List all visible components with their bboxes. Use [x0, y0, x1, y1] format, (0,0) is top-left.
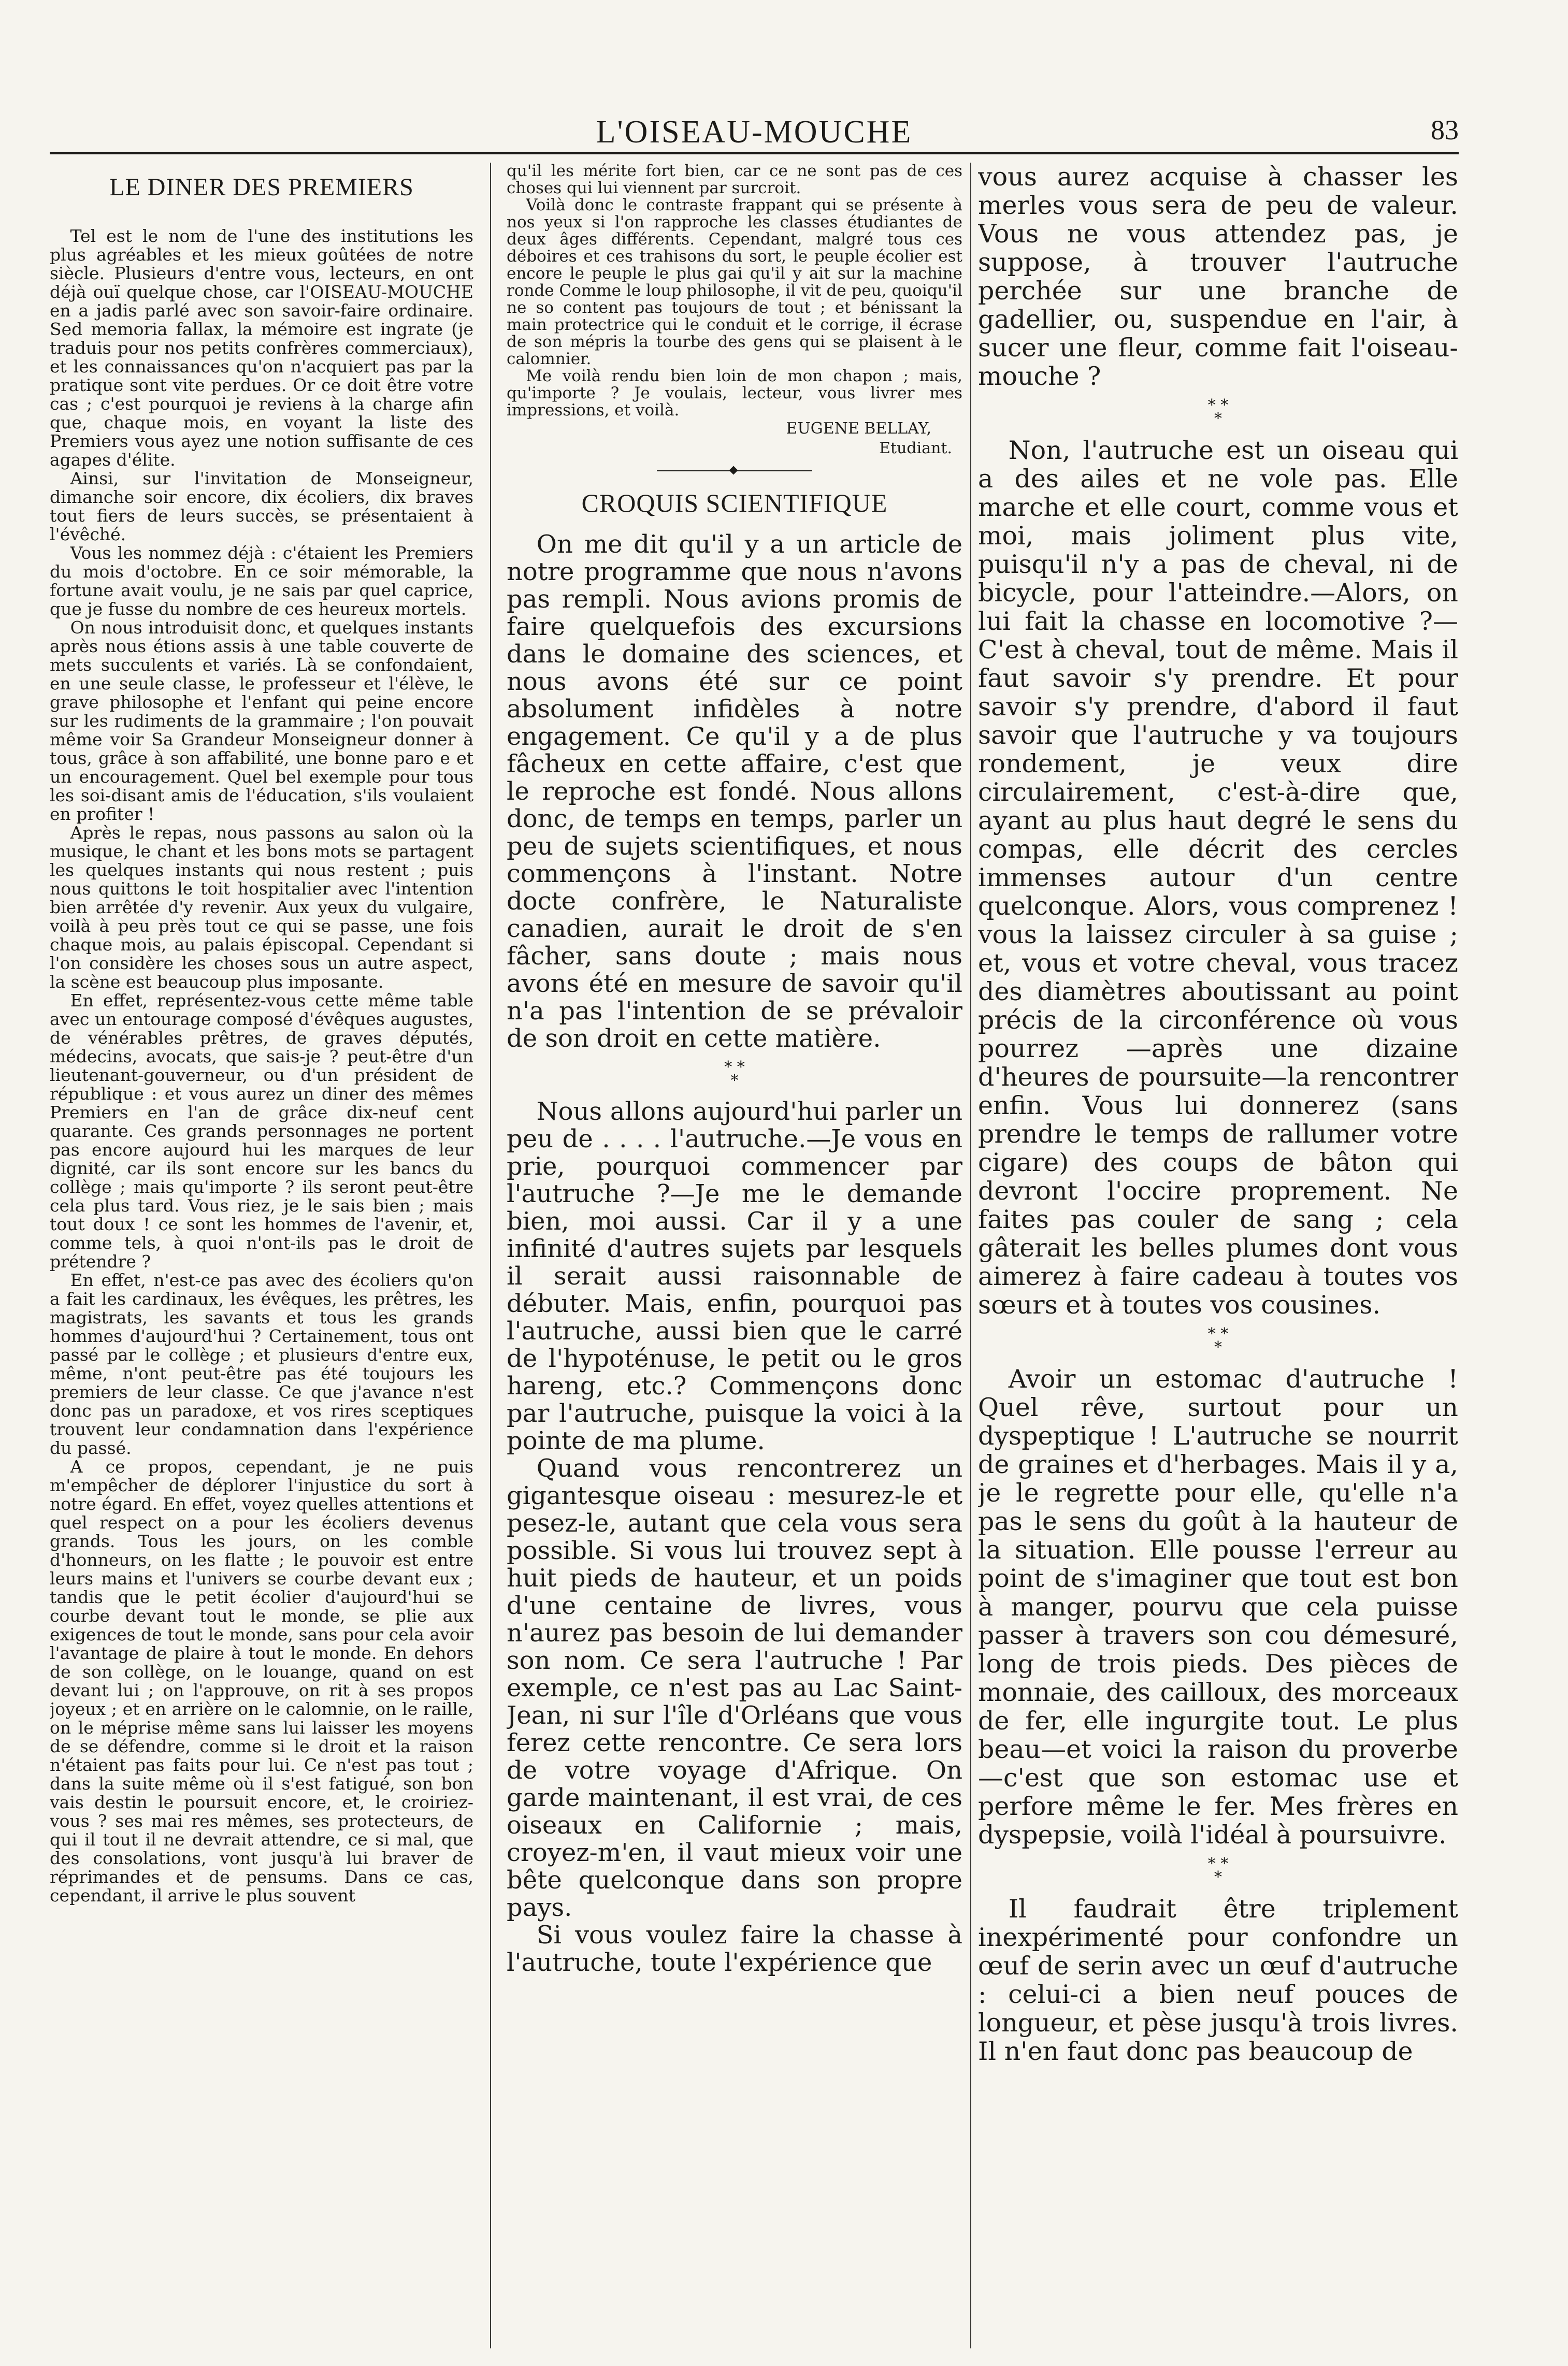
asterism-bottom: * [1214, 1868, 1222, 1886]
asterism [978, 1325, 1458, 1357]
paragraph: Ainsi, sur l'invitation de Monseigneur, dimanche soir encore, dix écoliers, dix braves tout fiers de leurs succès, se présentaient à l'évêché. [50, 468, 473, 544]
column-1 [50, 163, 473, 2364]
asterism [507, 1058, 962, 1090]
paragraph: En effet, n'est-ce pas avec des écoliers qu'on a fait les cardinaux, les évêques, les prêtres, les magistrats, les savants et tous les grands hommes d'aujourd'hui ? Certainement, tous ont passé par le collège ; et plusieurs d'entre eux, même, n'ont peut-être pas été toujours les premiers de leur classe. Ce que j'avance n'est donc pas un paradoxe, et vos rires sceptiques trouvent leur condamnation dans l'expérience du passé. [50, 1270, 473, 1458]
paragraph: Non, l'autruche est un oiseau qui a des ailes et ne vole pas. Elle marche et elle court, comme vous et moi, mais joliment plus vite, puisqu'il n'y a pas de cheval, ni de bicycle, pour l'atteindre.—Alors, on lui fait la chasse en locomotive ?—C'est à cheval, tout de même. Mais il faut savoir s'y prendre. Et pour savoir s'y prendre, d'abord il faut savoir que l'autruche y va toujours rondement, je veux dire circulairement, c'est-à-dire que, ayant au plus haut degré le sens du compas, elle décrit des cercles immenses autour d'un centre quelconque. Alors, vous comprenez ! vous la laissez circuler à sa guise ; et, vous et votre cheval, vous tracez des diamètres aboutissant au point précis de la circonférence où vous pourrez —après une dizaine d'heures de poursuite—la rencontrer enfin. Vous lui donnerez (sans prendre le temps de rallumer votre cigare) des coups de bâton qui devront l'occire proprement. Ne faites pas couler de sang ; cela gâterait les belles plumes dont vous aimerez à faire cadeau à toutes vos sœurs et à toutes vos cousines. [978, 436, 1458, 1320]
author-signature [507, 419, 962, 439]
paragraph: On nous introduisit donc, et quelques instants après nous étions assis à une table couverte de mets succulents et variés. Là se confondaient, en une seule classe, le professeur et l'élève, le grave philosophe et l'enfant qui peine encore sur les rudiments de la grammaire ; l'on pouvait même voir Sa Grandeur Monseigneur donner à tous, grâce à son affabilité, une bonne paro e et un encouragement. Quel bel exemple pour tous les soi-disant amis de l'éducation, s'ils voulaient en profiter ! [50, 617, 473, 824]
asterism-bottom: * [1214, 410, 1222, 428]
asterism-top: * * [724, 1058, 745, 1076]
author-role: Etudiant. [879, 439, 952, 457]
paragraph: Voilà donc le contraste frappant qui se présente à nos yeux si l'on rapproche les classes étudiantes de deux âges différents. Cependant, malgré tous ces déboires et ces trahisons du sort, le peuple écolier est encore le peuple le plus gai qu'il y ait sur la machine ronde Comme le loup philosophe, il vit de peu, quoiqu'il ne so content pas toujours de tout ; et bénissant la main protectrice qui le conduit et le corrige, il écrase de son mépris la tourbe des gens qui se plaisent à le calomnier. [507, 196, 962, 368]
paragraph: A ce propos, cependant, je ne puis m'empêcher de déplorer l'injustice du sort à notre égard. En effet, voyez quelles attentions et quel respect on a pour les écoliers devenus grands. Tous les jours, on les comble d'honneurs, on les flatte ; le pouvoir est entre leurs mains et l'univers se courbe devant eux ; tandis que le petit écolier d'aujourd'hui se courbe devant tout le monde, se plie aux exigences de tout le monde, sans pour cela avoir l'avantage de plaire à tout le monde. En dehors de son collège, on le louange, quand on est devant lui ; on l'approuve, on rit à ses propos joyeux ; et en arrière on le calomnie, on le raille, on le méprise même sans lui laisser les moyens de se défendre, comme si le droit et la raison n'étaient pas faits pour lui. Ce n'est pas tout ; dans la suite même où il s'est fatigué, son bon vais destin le poursuit encore, et, le croiriez-vous ? ses mai res mêmes, ses protecteurs, de qui il tout il ne devrait attendre, ce si mal, que des consolations, vont jusqu'à lui braver de réprimandes et de pensums. Dans ce cas, cependant, il arrive le plus souvent [50, 1456, 473, 1906]
asterism-bottom: * [730, 1072, 739, 1090]
asterism-top: * * [1207, 1325, 1229, 1343]
paragraph: Vous les nommez déjà : c'étaient les Premiers du mois d'octobre. En ce soir mémorable, la fortune avait voulu, je ne sais par quel caprice, que je fusse du nombre de ces heureux mortels. [50, 543, 473, 619]
column-2 [507, 163, 962, 2364]
paragraph: Me voilà rendu bien loin de mon chapon ; mais, qu'importe ? Je voulais, lecteur, vous livrer mes impressions, et voilà. [507, 367, 962, 420]
asterism [978, 1857, 1458, 1884]
article-title: CROQUIS SCIENTIFIQUE [581, 488, 888, 517]
paragraph: vous aurez acquise à chasser les merles vous sera de peu de valeur. Vous ne vous attendez pas, je suppose, à trouver l'autruche perchée sur une branche de gadellier, ou, suspendue en l'air, à sucer une fleur, comme fait l'oiseau-mouche ? [978, 163, 1458, 391]
column-divider [970, 163, 971, 2348]
publication-title: L'OISEAU-MOUCHE [596, 114, 913, 150]
paragraph: Il faudrait être triplement inexpérimenté pour confondre un œuf de serin avec un œuf d'autruche : celui-ci a bien neuf pouces de longueur, et pèse jusqu'à trois livres. Il n'en faut donc pas beaucoup de [978, 1894, 1458, 2066]
paragraph: En effet, représentez-vous cette même table avec un entourage composé d'évêques augustes, de vénérables prêtres, de graves députés, médecins, avocats, que sais-je ? peut-être d'un lieutenant-gouverneur, ou d'un président de république : et vous aurez un diner des mêmes Premiers en l'an de grâce dix-neuf cent quarante. Ces grands personnages ne portent pas encore aujourd hui les marques de leur dignité, car ils sont encore sur les bancs du collège ; mais qu'importe ? ils seront peut-être cela plus tard. Vous riez, je le sais bien ; mais tout doux ! ce sont les hommes de l'avenir, et, comme tels, à quoi n'ont-ils pas le droit de prétendre ? [50, 990, 473, 1272]
paragraph: Quand vous rencontrerez un gigantesque oiseau : mesurez-le et pesez-le, autant que cela vous sera possible. Si vous lui trouvez sept à huit pieds de hauteur, et un poids d'une centaine de livres, vous n'aurez pas besoin de lui demander son nom. Ce sera l'autruche ! Par exemple, ce n'est pas au Lac Saint-Jean, ni sur l'île d'Orléans que vous ferez cette rencontre. Ce sera lors de votre voyage d'Afrique. On garde maintenant, il est vrai, de ces oiseaux en Californie ; mais, croyez-m'en, il vaut mieux voir une bête quelconque dans son propre pays. [507, 1454, 962, 1922]
paragraph: Après le repas, nous passons au salon où la musique, le chant et les bons mots se partagent les quelques instants qui nous restent ; puis nous quittons le toit hospitalier avec l'intention bien arrêtée d'y revenir. Aux yeux du vulgaire, voilà à peu près tout ce qui se passe, une fois chaque mois, au palais épiscopal. Cependant si l'on considère les choses sous un autre aspect, la scène est beaucoup plus imposante. [50, 823, 473, 992]
article-title: LE DINER DES PREMIERS [109, 174, 414, 201]
page-number: 83 [1431, 114, 1459, 146]
column-3 [978, 163, 1458, 2364]
asterism-bottom: * [1214, 1338, 1222, 1357]
masthead-rule [50, 152, 1459, 154]
asterism-top: * * [1207, 1855, 1229, 1873]
paragraph: Nous allons aujourd'hui parler un peu de . . . . l'autruche.—Je vous en prie, pourquoi commencer par l'autruche ?—Je me le demande bien, moi aussi. Car il y a une infinité d'autres sujets par lesquels il serait aussi raisonnable de débuter. Mais, enfin, pourquoi pas l'autruche, aussi bien que le carré de l'hypoténuse, le petit ou le gros hareng, etc.? Commençons donc par l'autruche, puisque la voici à la pointe de ma plume. [507, 1097, 962, 1455]
article-separator [657, 466, 812, 476]
paragraph: Avoir un estomac d'autruche ! Quel rêve, surtout pour un dyspeptique ! L'autruche se nourrit de graines et d'herbages. Mais il y a, je le regrette pour elle, qu'elle n'a pas le sens du goût à la hauteur de la situation. Elle pousse l'erreur au point de s'imaginer que tout est bon à manger, pourvu que cela puisse passer à travers son cou démesuré, long de trois pieds. Des pièces de monnaie, des cailloux, des morceaux de fer, elle ingurgite tout. Le plus beau—et voici la raison du proverbe—c'est que son estomac use et perfore même le fer. Mes frères en dyspepsie, voilà l'idéal à poursuivre. [978, 1364, 1458, 1850]
asterism-top: * * [1207, 396, 1229, 414]
paragraph: Si vous voulez faire la chasse à l'autruche, toute l'expérience que [507, 1921, 962, 1977]
author-name: EUGENE BELLAY, [786, 420, 931, 438]
paragraph: qu'il les mérite fort bien, car ce ne sont pas de ces choses qui lui viennent par surcroit. [507, 163, 962, 197]
asterism [978, 396, 1458, 428]
masthead [50, 109, 1459, 150]
paragraph: On me dit qu'il y a un article de notre programme que nous n'avons pas rempli. Nous avions promis de faire quelquefois des excursions dans le domaine des sciences, et nous avons été sur ce point absolument infidèles à notre engagement. Ce qu'il y a de plus fâcheux en cette affaire, c'est que le reproche est fondé. Nous allons donc, de temps en temps, parler un peu de sujets scientifiques, et nous commençons à l'instant. Notre docte confrère, le Naturaliste canadien, aurait le droit de s'en fâcher, sans doute ; mais nous avons été en mesure de savoir qu'il n'a pas l'intention de se prévaloir de son droit en cette matière. [507, 530, 962, 1053]
paragraph: Tel est le nom de l'une des institutions les plus agréables et les mieux goûtées de notre siècle. Plusieurs d'entre vous, lecteurs, en ont déjà ouï quelque chose, car l'OISEAU-MOUCHE en a jadis parlé avec son savoir-faire ordinaire. Sed memoria fallax, la mémoire est ingrate (je traduis pour nos petits confrères commerciaux), et les connaissances qu'on n'acquiert pas par la pratique sont vite perdues. Or ce doit être votre cas ; c'est pourquoi je reviens à la charge afin que, chaque mois, en voyant la liste des Premiers vous ayez une notion suffisante de ces agapes d'élite. [50, 226, 473, 470]
column-divider [490, 163, 491, 2348]
separator-ornament [729, 466, 738, 475]
